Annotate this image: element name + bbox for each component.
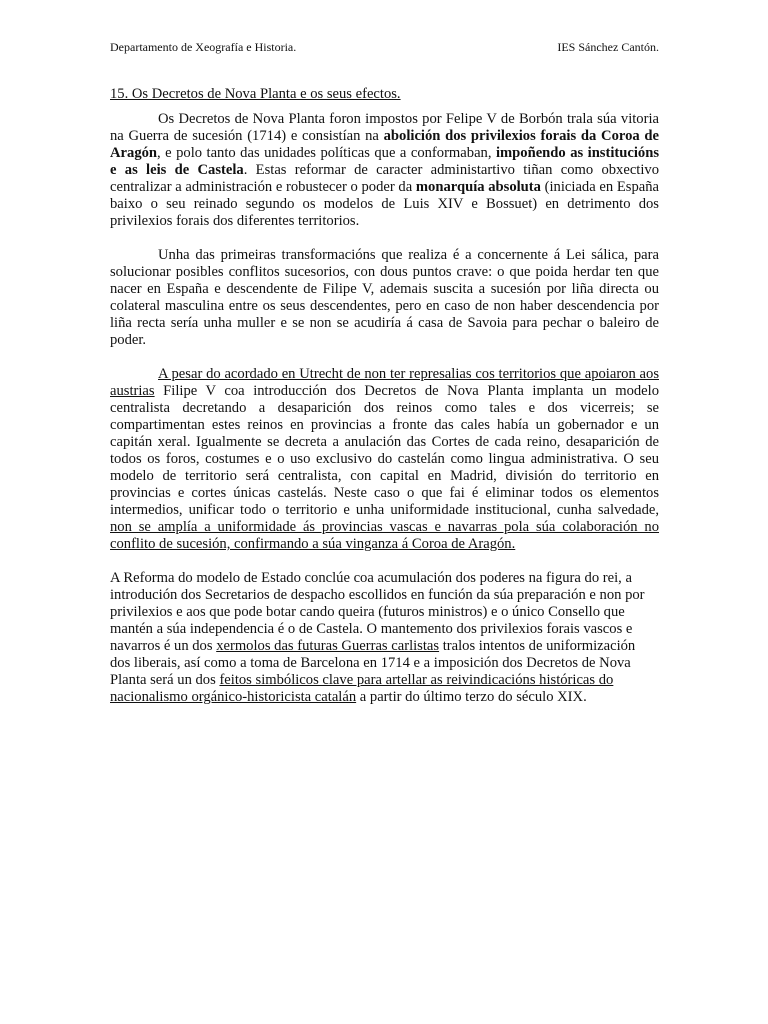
underlined-segment: xermolos das futuras Guerras carlistas [216, 638, 440, 654]
text-segment: . Estas reformar de caracter administartivo tiñan como obxectivo centralizar a administración e robustecer o poder da [110, 162, 659, 195]
text-segment: a partir do último terzo do século XIX. [356, 689, 587, 705]
text-segment: Os Decretos de Nova Planta foron impostos por Felipe V de Borbón trala súa vitoria na Guerra de sucesión (1714) e consistían na [110, 111, 659, 144]
paragraph-salic-law [110, 247, 659, 349]
page-header [110, 40, 659, 60]
text-segment: Unha das primeiras transformacións que realiza é a concernente á Lei sálica, para solucionar posibles conflitos sucesorios, con dous puntos crave: o que poida herdar ten que nacer en España e descendente de Filipe V, ademais suscita a sucesión por liña directa ou colateral masculina entre os seus descendentes, pero en caso de non haber descendencia por liña recta sería unha muller e se non se acudiría á casa de Savoia para pechar o baleiro de poder. [110, 247, 659, 348]
text-segment: (iniciada en España baixo o seu reinado segundo os modelos de Luis XIV e Bossuet) en detrimento dos privilexios forais dos diferentes territorios. [110, 179, 659, 229]
text-segment: A Reforma do modelo de Estado conclúe coa acumulación dos poderes na figura do rei, a introdución dos Secretarios de despacho escollidos en función da súa preparación e non por privilexios e aos que pode botar cando queira (futuros ministros) e o único Consello que mantén a súa independencia é o de Castela. O mantemento dos privilexios forais vascos e navarros é un dos [110, 570, 645, 654]
text-segment: Filipe V coa introducción dos Decretos de Nova Planta implanta un modelo centralista decretando a desaparición dos reinos como tales e dos vicerreis; se compartimentan estes reinos en provincias a fronte das cales había un gobernador e un capitán xeral. Igualmente se decreta a anulación das Cortes de cada reino, desaparición de todos os foros, costumes e o uso exclusivo do castelán como lingua administrativa. O seu modelo de territorio será centralista, con capital en Madrid, división do territorio en provincias e cortes únicas castelás. Neste caso o que fai é eliminar todos os elementos intermedios, unificar todo o territorio e unha uniformidade institucional, cunha salvedade, [110, 383, 659, 518]
section-title: 15. Os Decretos de Nova Planta e os seus efectos. [110, 86, 401, 102]
bold-segment: impoñendo as institucións e as leis de Castela [110, 145, 660, 178]
paragraph-utrecht [110, 366, 659, 553]
bold-segment: monarquía absoluta [415, 179, 541, 195]
paragraph-intro [110, 111, 659, 230]
bold-segment: abolición dos privilexios forais da Coroa de Aragón [110, 128, 659, 161]
text-segment: , e polo tanto das unidades políticas que a conformaban, [157, 145, 496, 161]
underlined-segment: A pesar do acordado en Utrecht de non ter represalias cos territorios que apoiaron aos austrias [110, 366, 659, 399]
text-segment: tralos intentos de uniformización dos liberais, así como a toma de Barcelona en 1714 e a imposición dos Decretos de Nova Planta será un dos [110, 638, 636, 688]
document-body [110, 86, 659, 723]
header-school: IES Sánchez Cantón. [557, 40, 659, 54]
paragraph-state-reform [110, 570, 659, 706]
underlined-segment: feitos simbólicos clave para artellar as reivindicacións históricas do nacionalismo orgánico-historicista catalán [110, 672, 614, 705]
underlined-segment: non se amplía a uniformidade ás provincias vascas e navarras pola súa colaboración no conflito de sucesión, confirmando a súa vinganza á Coroa de Aragón. [110, 519, 659, 552]
header-department: Departamento de Xeografía e Historia. [110, 40, 297, 54]
